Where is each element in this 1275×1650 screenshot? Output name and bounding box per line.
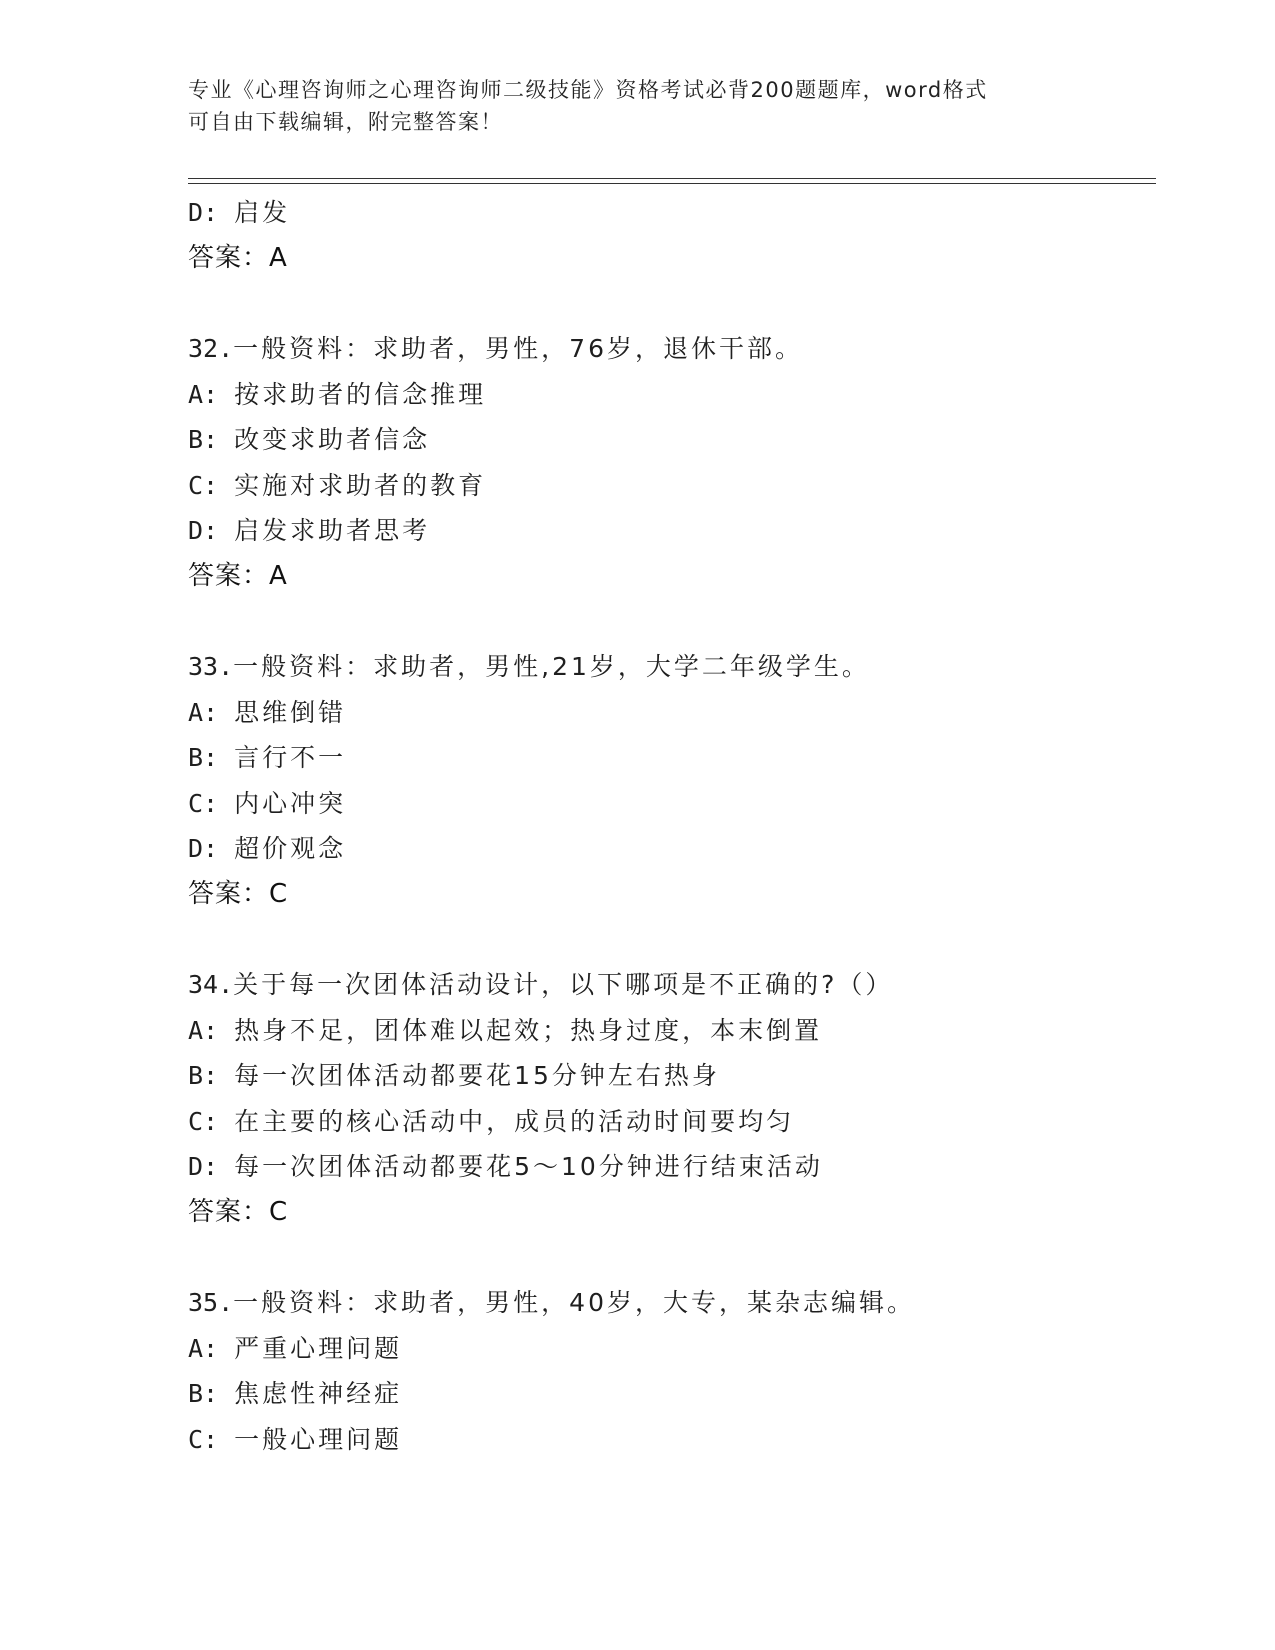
question-stem — [188, 644, 1148, 690]
option-text: 焦虑性神经症 — [234, 1379, 403, 1408]
question-list — [188, 190, 1148, 1462]
option-text: 言行不一 — [234, 743, 347, 772]
option-c — [188, 781, 1148, 827]
option-label: B: — [188, 1061, 219, 1090]
question-text: 关于每一次团体活动设计，以下哪项是不正确的?（） — [233, 970, 894, 999]
answer-line: 答案：C — [188, 878, 289, 909]
option-label: B: — [188, 743, 219, 772]
option-label: A: — [188, 1015, 219, 1045]
question-number: 33. — [188, 652, 234, 681]
option-text: 思维倒错 — [234, 697, 347, 727]
question-33 — [188, 644, 1148, 917]
option-label: D: — [188, 516, 219, 545]
option-d — [188, 190, 1148, 236]
option-text: 实施对求助者的教育 — [234, 470, 487, 500]
option-c — [188, 1099, 1148, 1145]
option-a — [188, 1008, 1148, 1054]
option-label: B: — [188, 1379, 219, 1408]
option-b — [188, 1053, 1148, 1099]
option-d — [188, 1144, 1148, 1190]
option-label: B: — [188, 425, 219, 454]
option-a — [188, 372, 1148, 418]
option-label: A: — [188, 697, 219, 727]
option-text: 在主要的核心活动中，成员的活动时间要均匀 — [234, 1106, 795, 1136]
header-divider-bottom — [188, 183, 1156, 184]
question-stem — [188, 326, 1148, 372]
question-35 — [188, 1280, 1148, 1462]
option-text: 热身不足，团体难以起效；热身过度，本末倒置 — [234, 1015, 823, 1045]
option-label: D: — [188, 198, 219, 227]
question-number: 35. — [188, 1288, 234, 1317]
option-label: A: — [188, 379, 219, 409]
header-divider-top — [188, 178, 1156, 179]
option-b — [188, 735, 1148, 781]
option-c — [188, 1417, 1148, 1463]
option-text: 超价观念 — [234, 834, 347, 863]
question-34 — [188, 962, 1148, 1235]
header-title-line-1: 专业《心理咨询师之心理咨询师二级技能》资格考试必背200题题库，word格式 — [188, 78, 988, 102]
option-text: 按求助者的信念推理 — [234, 379, 487, 409]
option-label: D: — [188, 834, 219, 863]
question-text: 一般资料：求助者，男性，76岁，退休干部。 — [233, 334, 803, 363]
header-title-line-2: 可自由下载编辑，附完整答案！ — [188, 110, 503, 134]
question-stem — [188, 1280, 1148, 1326]
option-text: 每一次团体活动都要花15分钟左右热身 — [234, 1061, 720, 1090]
option-label: D: — [188, 1152, 219, 1181]
question-text: 一般资料：求助者，男性，40岁，大专，某杂志编辑。 — [233, 1288, 915, 1317]
option-label: C: — [188, 1106, 219, 1136]
answer-line: 答案：A — [188, 242, 288, 273]
answer-line: 答案：C — [188, 1196, 289, 1227]
option-d — [188, 826, 1148, 872]
option-a — [188, 1326, 1148, 1372]
option-text: 每一次团体活动都要花5～10分钟进行结束活动 — [234, 1152, 823, 1181]
option-a — [188, 690, 1148, 736]
question-number: 34. — [188, 970, 234, 999]
option-label: C: — [188, 470, 219, 500]
option-label: A: — [188, 1333, 219, 1363]
option-text: 严重心理问题 — [234, 1333, 403, 1363]
option-label: C: — [188, 1424, 219, 1454]
option-label: C: — [188, 788, 219, 818]
option-text: 启发 — [234, 198, 291, 227]
question-text: 一般资料：求助者，男性,21岁，大学二年级学生。 — [233, 652, 870, 681]
option-b — [188, 1371, 1148, 1417]
option-b — [188, 417, 1148, 463]
option-text: 内心冲突 — [234, 788, 347, 818]
answer-line: 答案：A — [188, 560, 288, 591]
option-d — [188, 508, 1148, 554]
option-text: 启发求助者思考 — [234, 516, 431, 545]
document-header — [188, 74, 1088, 138]
option-text: 一般心理问题 — [234, 1424, 403, 1454]
question-stem — [188, 962, 1148, 1008]
option-text: 改变求助者信念 — [234, 425, 431, 454]
option-c — [188, 463, 1148, 509]
question-32 — [188, 326, 1148, 599]
question-number: 32. — [188, 334, 234, 363]
